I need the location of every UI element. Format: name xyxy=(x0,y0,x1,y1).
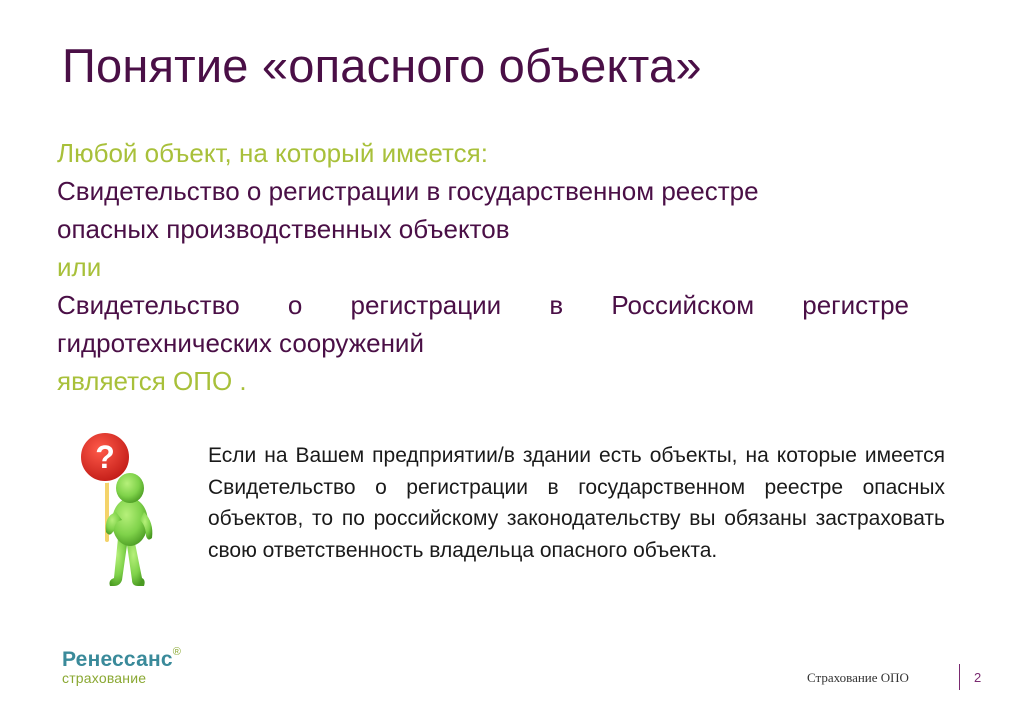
certificate-2-line-1: Свидетельство о регистрации в Российском регистре xyxy=(57,290,909,320)
certificate-2-line-2: гидротехнических сооружений xyxy=(57,328,424,358)
certificate-1-line-1: Свидетельство о регистрации в государственном реестре xyxy=(57,176,759,206)
company-logo xyxy=(62,648,181,686)
page-number: 2 xyxy=(974,670,982,685)
body-text xyxy=(57,134,909,400)
logo-registered-mark: ® xyxy=(172,646,181,658)
footer-caption: Страхование ОПО xyxy=(807,670,909,685)
slide-title: Понятие «опасного объекта» xyxy=(62,39,702,92)
liability-note: Если на Вашем предприятии/в здании есть объекты, на которые имеется Свидетельство о регистрации в государственном реестре опасных объектов, то по российскому законодательству вы обязаны застраховать свою ответственность владельца опасного объекта. xyxy=(208,444,945,562)
certificate-1-line-2: опасных производственных объектов xyxy=(57,214,510,244)
logo-subtitle: страхование xyxy=(62,670,147,686)
footer-divider xyxy=(959,664,960,690)
or-line: или xyxy=(57,252,102,282)
intro-line: Любой объект, на который имеется: xyxy=(57,138,488,168)
logo-name: Ренессанс xyxy=(62,648,173,671)
person-with-question-sign-icon xyxy=(68,430,178,590)
conclusion-line: является ОПО . xyxy=(57,366,247,396)
sign-symbol: ? xyxy=(95,439,115,475)
